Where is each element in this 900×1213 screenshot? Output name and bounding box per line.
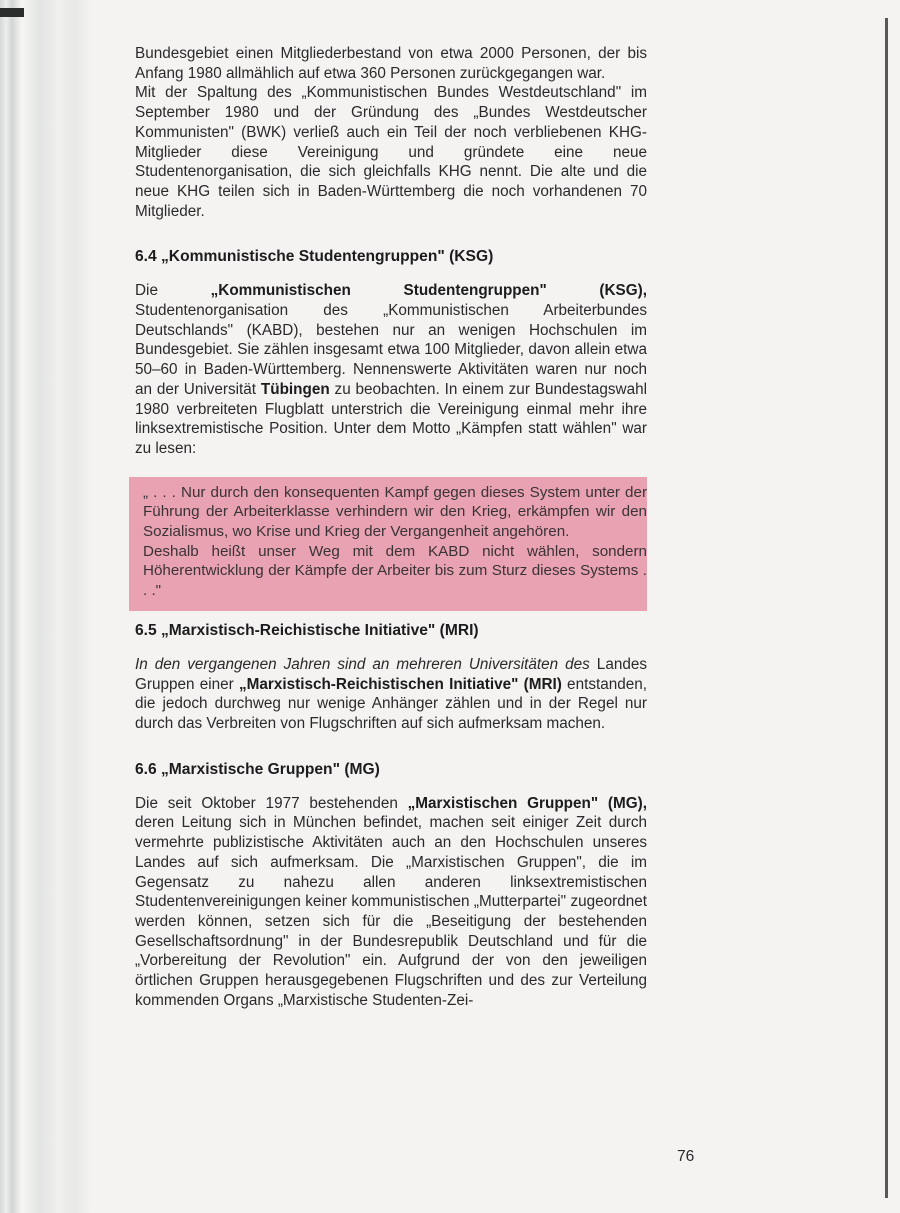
section-heading-6-6: 6.6 „Marxistische Gruppen" (MG) [135,760,380,778]
quote-paragraph-2: Deshalb heißt unser Weg mit dem KABD nicht wählen, sondern Höherentwicklung der Kämpfe der Arbeiter bis zum Sturz dieses Systems . . ." [143,542,647,600]
page-edge-shadow [885,18,888,1198]
book-binding-edge [0,0,92,1213]
page-number: 76 [677,1148,695,1165]
section-6-6-paragraph: Die seit Oktober 1977 bestehenden „Marxistischen Gruppen" (MG), deren Leitung sich in München befindet, machen seit einiger Zeit durch vermehrte publizistische Aktivitäten auch an den Hochschulen unseres Landes auf sich aufmerksam. Die „Marxistischen Gruppen", die im Gegensatz zu nahezu allen anderen linksextremistischen Studentenvereinigungen keiner kommunistischen „Mutterpartei" zugeordnet werden können, setzen sich für die „Beseitigung der bestehenden Gesellschaftsordnung" in der Bundesrepublik Deutschland und für die „Vorbereitung der Revolution" ein. Aufgrund der von den jeweiligen örtlichen Gruppen herausgegebenen Flugschriften und des zur Verteilung kommenden Organs „Marxistische Studenten-Zei- [135,794,647,1009]
section-heading-6-4: 6.4 „Kommunistische Studentengruppen" (KSG) [135,248,494,266]
intro-paragraph-2: Mit der Spaltung des „Kommunistischen Bundes Westdeutschland" im September 1980 und der Gründung des „Bundes Westdeutscher Kommunisten" (BWK) verließ auch ein Teil der noch verbliebenen KHG-Mitglieder diese Vereinigung und gründete eine neue Studentenorganisation, die sich gleichfalls KHG nennt. Die alte und die neue KHG teilen sich in Baden-Württemberg die noch vorhandenen 70 Mitglieder. [135,84,647,220]
highlighted-quote [129,477,647,611]
ksg-name: „Kommunistischen Studentengruppen" (KSG), [210,282,647,300]
section-heading-6-5: 6.5 „Marxistisch-Reichistische Initiative" (MRI) [135,621,479,639]
section-6-5-paragraph: In den vergangenen Jahren sind an mehreren Universitäten des Landes Gruppen einer „Marxistisch-Reichistischen Initiative" (MRI) entstanden, die jedoch durchweg nur wenige Anhänger zählen und in der Regel nur durch das Verbreiten von Flugschriften auf sich aufmerksam machen. [135,655,648,732]
quote-paragraph-1: „ . . . Nur durch den konsequenten Kampf gegen dieses System unter der Führung der Arbeiterklasse verhindern wir den Krieg, erkämpfen wir den Sozialismus, wo Krise und Krieg der Vergangenheit angehören. [143,483,647,541]
section-6-4-paragraph: Die „Kommunistischen Studentengruppen" (KSG), Studentenorganisation des „Kommunistischen Arbeiterbundes Deutschlands" (KABD), bestehen nur an wenigen Hochschulen im Bundesgebiet. Sie zählen insgesamt etwa 100 Mitglieder, davon allein etwa 50–60 in Baden-Württemberg. Nennenswerte Aktivitäten waren nur noch an der Universität Tübingen zu beobachten. In einem zur Bundestagswahl 1980 verbreiteten Flugblatt unterstrich die Vereinigung einmal mehr ihre linksextremistische Position. Unter dem Motto „Kämpfen statt wählen" war zu lesen: [135,282,647,457]
mri-name: „Marxistisch-Reichistischen Initiative" (MRI) [238,675,562,693]
binding-mark [0,8,24,17]
document-page [135,44,647,1010]
tuebingen-name: Tübingen [260,380,330,398]
mg-name: „Marxistischen Gruppen" (MG), [407,794,647,812]
intro-paragraph-1: Bundesgebiet einen Mitgliederbestand von etwa 2000 Personen, der bis Anfang 1980 allmählich auf etwa 360 Personen zurückgegangen war. [135,45,647,82]
